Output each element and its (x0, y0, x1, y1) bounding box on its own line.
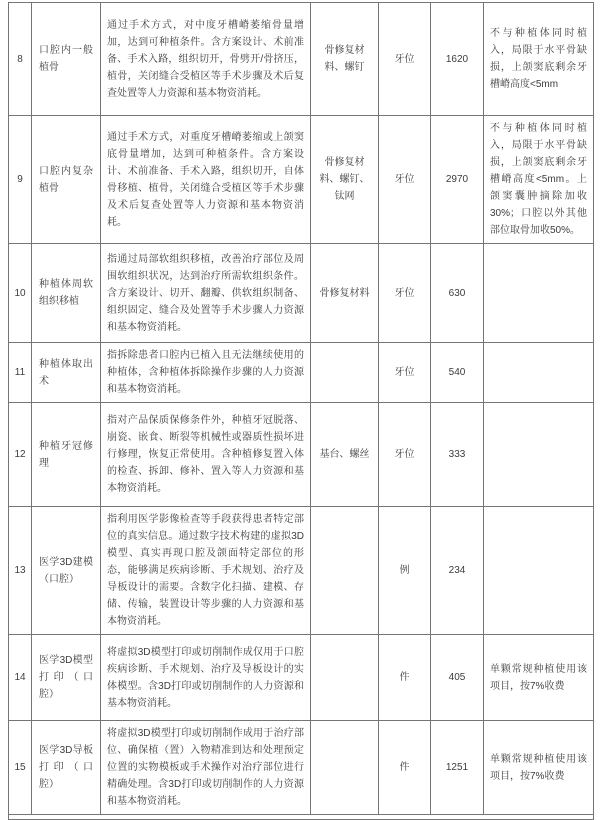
description-cell: 通过手术方式，对中度牙槽嵴萎缩骨量增加，达到可种植条件。含方案设计、术前准备、手术入路，组织切开，骨劈开/骨挤压，植骨，关闭缝合受植区等手术步骤及术后复查处置等人力资源和基本物资消耗。 (101, 3, 311, 116)
table-row-14 (9, 635, 594, 721)
notes-cell: 不与种植体同时植入，局限于水平骨缺损，上颌窦底剩余牙槽嵴高度<5mm (484, 3, 594, 116)
price-cell: 333 (431, 403, 484, 507)
description-cell: 指通过局部软组织移植，改善治疗部位及周围软组织状况，达到治疗所需软组织条件。含方案设计、切开、翻瓣、供软组织制备、组织固定、缝合及处置等手术步骤人力资源和基本物资消耗。 (101, 244, 311, 343)
price-cell: 1620 (431, 3, 484, 116)
price-cell: 405 (431, 635, 484, 721)
row-number-cell: 11 (9, 343, 32, 403)
table-row-12 (9, 403, 594, 507)
row-number-cell: 15 (9, 721, 32, 815)
price-cell: 630 (431, 244, 484, 343)
table-row-15 (9, 721, 594, 815)
description-cell: 将虚拟3D模型打印或切削制作成用于治疗部位、确保植（置）入物精准到达和处理预定位置的实物模板或手术操作对治疗部位进行精确处理。含3D打印或切削制作的人力资源和基本物资消耗。 (101, 721, 311, 815)
table-row-10 (9, 244, 594, 343)
materials-cell (311, 507, 379, 635)
notes-cell (484, 507, 594, 635)
unit-cell: 件 (379, 635, 431, 721)
unit-cell: 牙位 (379, 3, 431, 116)
item-name-cell: 医学3D模型打印（口腔） (32, 635, 101, 721)
notes-cell: 单颗常规种植使用该项目，按7%收费 (484, 635, 594, 721)
unit-cell: 例 (379, 507, 431, 635)
item-name-cell: 种植牙冠修理 (32, 403, 101, 507)
notes-cell (484, 403, 594, 507)
unit-cell: 牙位 (379, 116, 431, 244)
item-name-cell: 口腔内复杂植骨 (32, 116, 101, 244)
unit-cell: 件 (379, 721, 431, 815)
price-cell: 540 (431, 343, 484, 403)
materials-cell: 骨修复材料、螺钉 (311, 3, 379, 116)
table-row-9 (9, 116, 594, 244)
price-cell: 1251 (431, 721, 484, 815)
item-name-cell: 医学3D建模（口腔） (32, 507, 101, 635)
row-number-cell: 13 (9, 507, 32, 635)
description-cell: 通过手术方式，对重度牙槽嵴萎缩或上颌窦底骨量增加，达到可种植条件。含方案设计、术前准备、手术入路，组织切开，自体骨移植、植骨，关闭缝合受植区等手术步骤及术后复查处置等人力资源和基本物资消耗。 (101, 116, 311, 244)
table-row-partial (9, 815, 594, 820)
item-name-cell: 口腔内一般植骨 (32, 3, 101, 116)
price-cell: 234 (431, 507, 484, 635)
table-row-8 (9, 3, 594, 116)
unit-cell: 牙位 (379, 244, 431, 343)
row-number-cell: 14 (9, 635, 32, 721)
item-name-cell: 种植体取出术 (32, 343, 101, 403)
description-cell: 指拆除患者口腔内已植入且无法继续使用的种植体，含种植体拆除操作步骤的人力资源和基本物资消耗。 (101, 343, 311, 403)
row-number-cell: 12 (9, 403, 32, 507)
dental-price-table (8, 2, 594, 820)
table-row-11 (9, 343, 594, 403)
row-number-cell: 8 (9, 3, 32, 116)
price-table-container (8, 2, 594, 820)
notes-cell (484, 244, 594, 343)
materials-cell: 骨修复材料、螺钉、钛网 (311, 116, 379, 244)
notes-cell (484, 343, 594, 403)
description-cell: 将虚拟3D模型打印或切削制作成仅用于口腔疾病诊断、手术规划、治疗及导板设计的实体模型。含3D打印或切削制作的人力资源和基本物资消耗。 (101, 635, 311, 721)
notes-cell: 不与种植体同时植入，局限于水平骨缺损，上颌窦底剩余牙槽嵴高度<5mm。上颌窦囊肿摘除加收30%；口腔以外其他部位取骨加收50%。 (484, 116, 594, 244)
item-name-cell: 医学3D导板打印（口腔） (32, 721, 101, 815)
description-cell: 指利用医学影像检查等手段获得患者特定部位的真实信息。通过数字技术构建的虚拟3D模型、真实再现口腔及颌面特定部位的形态，能够满足疾病诊断、手术规划、治疗及导板设计的需要。含数字化扫描、建模、存储、传输，装置设计等步骤的人力资源和基本物资消耗。 (101, 507, 311, 635)
unit-cell: 牙位 (379, 343, 431, 403)
notes-cell: 单颗常规种植使用该项目，按7%收费 (484, 721, 594, 815)
row-number-cell: 10 (9, 244, 32, 343)
row-number-cell: 9 (9, 116, 32, 244)
description-cell: 指对产品保质保修条件外，种植牙冠脱落、崩瓷、嵌食、断裂等机械性或器质性损坏进行修理，恢复正常使用。含种植修复置入体的检查、拆卸、修补、置入等人力资源和基本物资消耗。 (101, 403, 311, 507)
materials-cell (311, 635, 379, 721)
materials-cell: 基台、螺丝 (311, 403, 379, 507)
materials-cell (311, 343, 379, 403)
materials-cell (311, 721, 379, 815)
item-name-cell: 种植体周软组织移植 (32, 244, 101, 343)
price-cell: 2970 (431, 116, 484, 244)
unit-cell: 牙位 (379, 403, 431, 507)
partial-row-cell (9, 815, 594, 820)
materials-cell: 骨修复材料 (311, 244, 379, 343)
table-row-13 (9, 507, 594, 635)
